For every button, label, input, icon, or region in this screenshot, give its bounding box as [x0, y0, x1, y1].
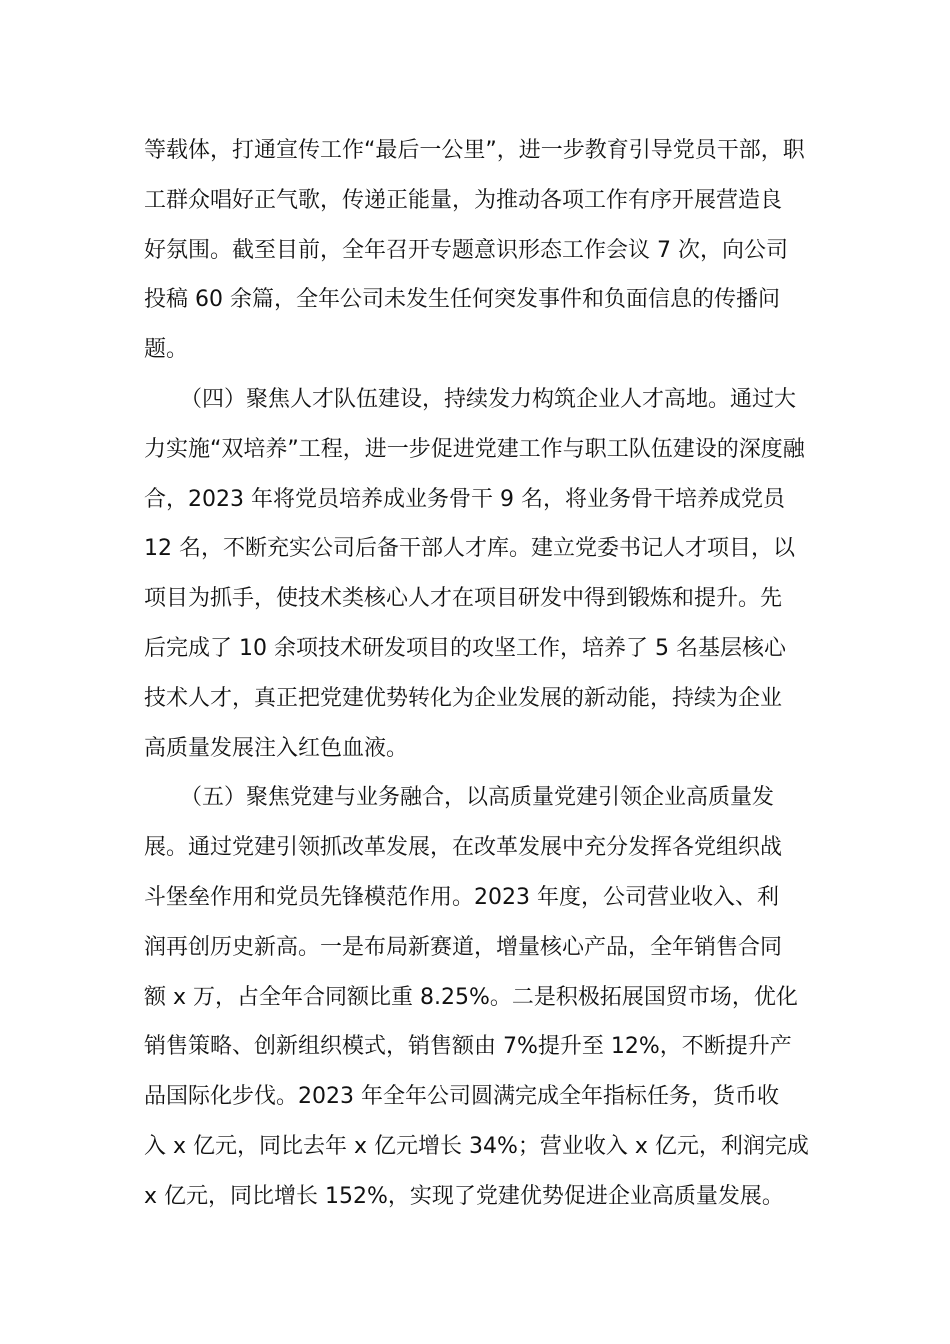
- text-line: 入 x 亿元，同比去年 x 亿元增长 34%；营业收入 x 亿元，利润完成: [144, 1133, 809, 1159]
- text-line: 力实施“双培养”工程，进一步促进党建工作与职工队伍建设的深度融: [144, 436, 805, 462]
- text-line: 品国际化步伐。2023 年全年公司圆满完成全年指标任务，货币收: [144, 1084, 779, 1110]
- text-line: 项目为抓手，使技术类核心人才在项目研发中得到锻炼和提升。先: [144, 586, 783, 612]
- text-line: 技术人才，真正把党建优势转化为企业发展的新动能，持续为企业: [144, 685, 783, 711]
- text-line: 题。: [144, 337, 189, 363]
- text-line: 工群众唱好正气歌，传递正能量，为推动各项工作有序开展营造良: [144, 187, 783, 213]
- body-text: [144, 126, 809, 1222]
- text-line: 等载体，打通宣传工作“最后一公里”，进一步教育引导党员干部，职: [144, 138, 805, 163]
- section-four-heading-line: （四）聚焦人才队伍建设，持续发力构筑企业人才高地。通过大: [180, 386, 797, 412]
- section-five-heading-line: （五）聚焦党建与业务融合，以高质量党建引领企业高质量发: [180, 785, 775, 811]
- text-line: x 亿元，同比增长 152%，实现了党建优势促进企业高质量发展。: [144, 1183, 784, 1209]
- text-line: 好氛围。截至目前，全年召开专题意识形态工作会议 7 次，向公司: [144, 237, 788, 263]
- text-line: 斗堡垒作用和党员先锋模范作用。2023 年度，公司营业收入、利: [144, 884, 779, 910]
- text-line: 展。通过党建引领抓改革发展，在改革发展中充分发挥各党组织战: [144, 835, 783, 861]
- text-line: 后完成了 10 余项技术研发项目的攻坚工作，培养了 5 名基层核心: [144, 635, 786, 661]
- text-line: 合，2023 年将党员培养成业务骨干 9 名，将业务骨干培养成党员: [144, 486, 785, 512]
- text-line: 投稿 60 余篇，全年公司未发生任何突发事件和负面信息的传播问: [144, 287, 780, 313]
- text-line: 高质量发展注入红色血液。: [144, 735, 409, 761]
- text-line: 12 名，不断充实公司后备干部人才库。建立党委书记人才项目，以: [144, 536, 795, 562]
- text-line: 额 x 万，占全年合同额比重 8.25%。二是积极拓展国贸市场，优化: [144, 984, 798, 1010]
- text-line: 销售策略、创新组织模式，销售额由 7%提升至 12%，不断提升产: [144, 1034, 792, 1060]
- text-line: 润再创历史新高。一是布局新赛道，增量核心产品，全年销售合同: [144, 934, 783, 960]
